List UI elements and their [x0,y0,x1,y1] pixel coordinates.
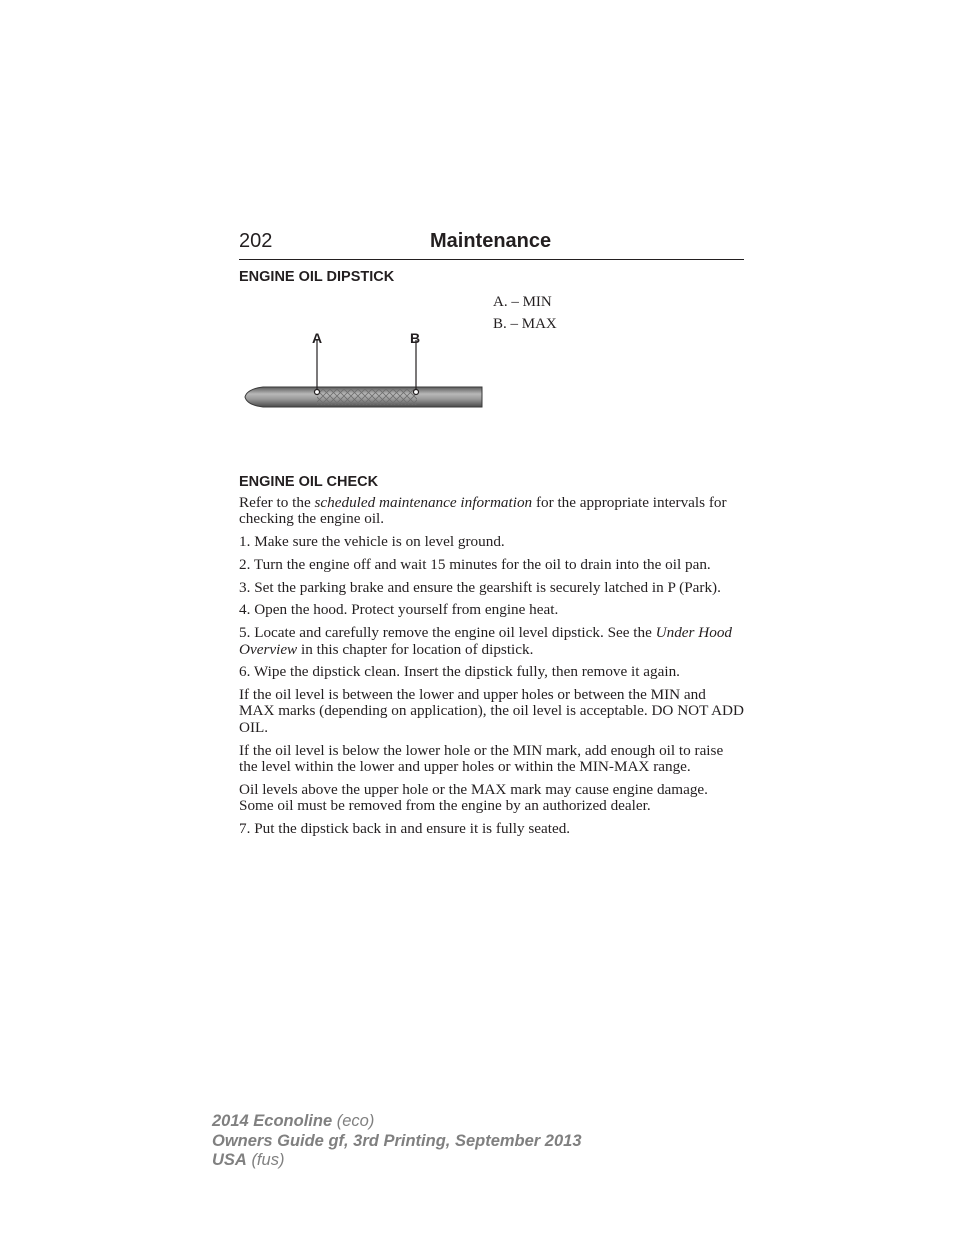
under-hood-reference: Under Hood Overview [239,624,733,658]
footer-market-line: USA (fus) [212,1151,285,1169]
dipstick-illustration [239,326,489,416]
step-4: 4. Open the hood. Protect yourself from engine heat. [239,601,559,619]
page-number: 202 [239,230,273,252]
intro-paragraph: Refer to the scheduled maintenance information for the appropriate intervals for checking the engine oil. [239,494,727,528]
page-header [239,229,744,260]
min-marker [315,390,320,395]
oil-level-high-paragraph: Oil levels above the upper hole or the MAX mark may cause engine damage. Some oil must be removed from the engine by an authorized dealer. [239,780,708,814]
oil-check-body [239,495,744,844]
label-b: B [409,330,421,346]
dipstick-legend [493,291,557,335]
legend-item-min: A. – MIN [493,294,552,310]
maintenance-reference: scheduled maintenance information [314,494,533,511]
label-a: A [311,330,323,346]
step-1: 1. Make sure the vehicle is on level ground. [239,533,505,551]
step-5: 5. Locate and carefully remove the engine oil level dipstick. See the Under Hood Overview in this chapter for location of dipstick. [239,624,733,658]
oil-level-acceptable-paragraph: If the oil level is between the lower and upper holes or between the MIN and MAX marks (depending on application), the oil level is acceptable. DO NOT ADD OIL. [239,686,744,736]
oil-check-heading: ENGINE OIL CHECK [239,474,379,490]
legend-item-max: B. – MAX [493,316,557,332]
oil-level-low-paragraph: If the oil level is below the lower hole or the MIN mark, add enough oil to raise the level within the lower and upper holes or within the MIN-MAX range. [239,741,724,775]
step-6: 6. Wipe the dipstick clean. Insert the dipstick fully, then remove it again. [239,663,680,681]
step-7: 7. Put the dipstick back in and ensure it is fully seated. [239,819,571,837]
chapter-title: Maintenance [430,230,552,252]
dipstick-heading: ENGINE OIL DIPSTICK [239,269,395,285]
step-3: 3. Set the parking brake and ensure the gearshift is securely latched in P (Park). [239,578,721,596]
max-marker [414,390,419,395]
step-2: 2. Turn the engine off and wait 15 minutes for the oil to drain into the oil pan. [239,555,711,573]
dipstick-crosshatch [317,389,417,405]
page-footer [212,1112,582,1171]
footer-guide-line: Owners Guide gf, 3rd Printing, September 2013 [212,1131,582,1150]
footer-model-line: 2014 Econoline (eco) [212,1112,375,1130]
